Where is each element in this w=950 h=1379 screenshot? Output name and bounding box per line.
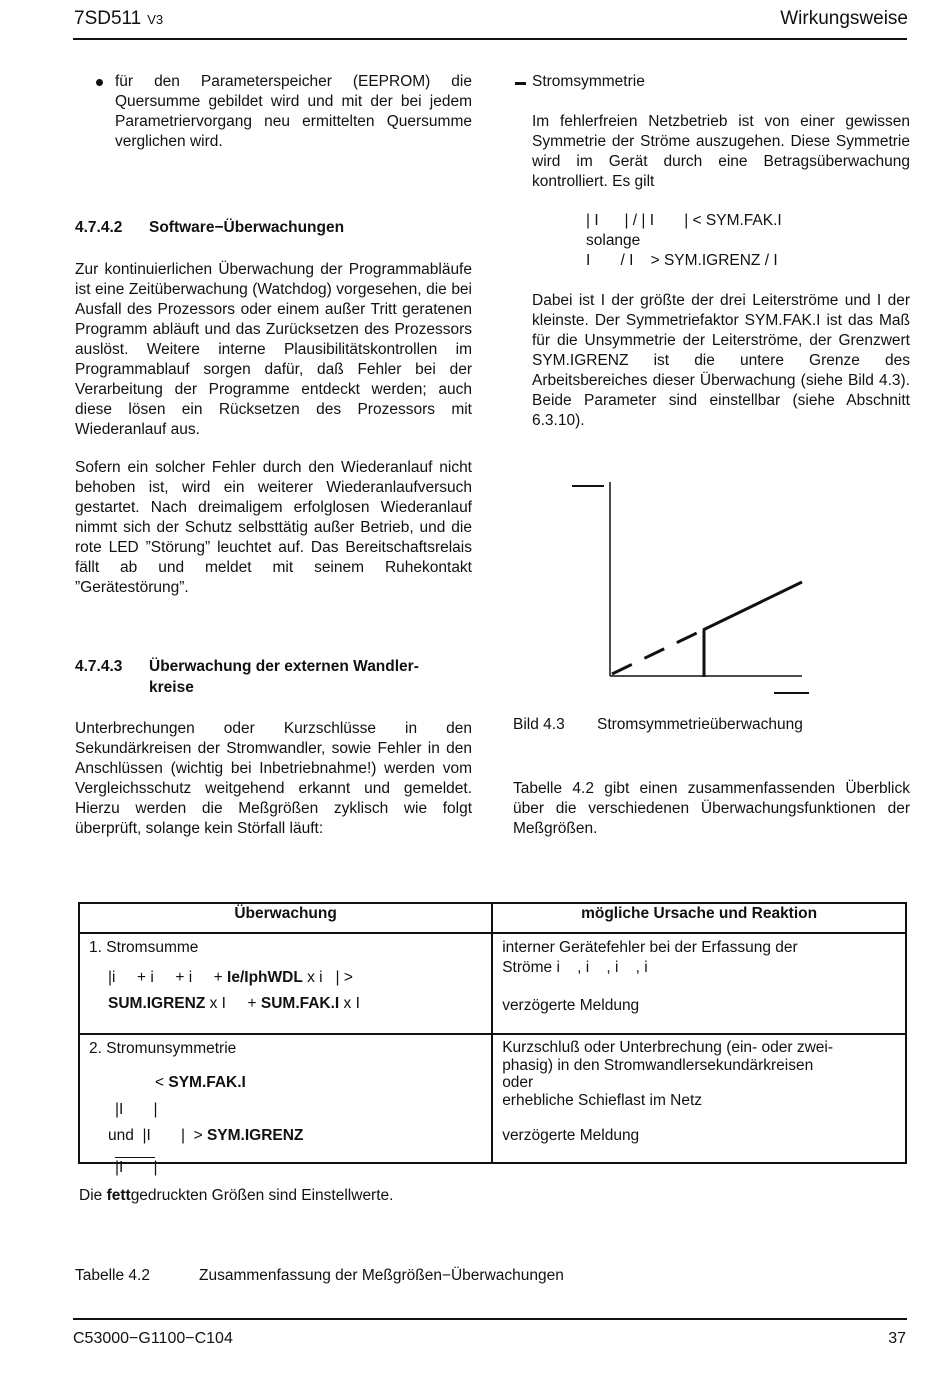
row-title-current-asymmetry: 2. Stromunsymmetrie <box>89 1040 237 1057</box>
table-caption <box>75 1267 564 1285</box>
page-number: 37 <box>888 1330 906 1347</box>
bullet-icon <box>96 79 103 86</box>
solid-characteristic <box>703 582 802 630</box>
note-bold-word: fett <box>106 1187 131 1204</box>
section-title: Wirkungsweise <box>780 8 908 29</box>
document-id <box>74 8 163 30</box>
bullet-text: für den Parameterspeicher (EEPROM) die Quersumme gebildet wird und mit der bei jedem Parametriervorgang neu ermittelten Quersumme verglichen wird. <box>115 73 472 150</box>
formula-text: |i + i + i + <box>108 969 228 986</box>
note-text: gedruckten Größen sind Einstellwerte. <box>130 1187 394 1204</box>
formula-ratio: | I | / | I | < SYM.FAK.I <box>586 212 782 229</box>
formula-condition <box>108 1126 303 1146</box>
heading-title-line1: Überwachung der externen Wandler- <box>149 658 419 675</box>
paragraph-watchdog: Zur kontinuierlichen Überwachung der Programmabläufe ist eine Zeitüberwachung (Watchdog) vorgesehen, die bei Ausfall des Prozessors oder einem außer Tritt geratenen Programm abläuft und das Zurücksetzen des Prozessors auslöst. Weitere interne Plausibilitätskontrollen im Programmablauf sorgen dafür, daß Fehler bei der Verarbeitung der Programme entdeckt werden; auch diese lösen ein Rücksetzen des Prozessors mit Wiederanlauf aus. <box>75 261 472 438</box>
footer-rule <box>73 1318 907 1320</box>
cause-text: erhebliche Schieflast im Netz <box>502 1091 703 1109</box>
formula-fraction-relation <box>155 1073 246 1093</box>
reaction-text: verzögerte Meldung <box>502 997 640 1014</box>
paragraph-transformer-circuits: Unterbrechungen oder Kurzschlüsse in den Sekundärkreisen der Stromwandler, sowie Fehler in den Anschlüssen (wichtig bei Inbetriebnahme!) werden vom Vergleichsschutz weitgehend erkannt und gemeldet. Hierzu werden die Meßgrößen zyklisch wie folgt überprüft, solange kein Störfall läuft: <box>75 720 472 837</box>
bold-note <box>79 1187 393 1205</box>
table-header-row <box>79 903 906 933</box>
formula-param: SUM.IGRENZ <box>108 995 206 1012</box>
formula-param: SYM.FAK.I <box>168 1074 246 1091</box>
reaction-text: verzögerte Meldung <box>502 1127 640 1144</box>
column-header-monitoring: Überwachung <box>79 903 492 933</box>
formula-text: < <box>155 1074 169 1091</box>
figure-caption-text: Stromsymmetrieüberwachung <box>597 716 803 733</box>
figure-label: Bild 4.3 <box>513 716 565 733</box>
paragraph-table-reference: Tabelle 4.2 gibt einen zusammenfassenden Überblick über die verschiedenen Überwachungsfunktionen der Meßgrößen. <box>513 780 910 837</box>
formula-param: SYM.IGRENZ <box>206 1127 304 1144</box>
column-header-cause: mögliche Ursache und Reaktion <box>492 903 906 933</box>
table-row <box>79 1034 906 1163</box>
fraction-numerator: |I | <box>115 1101 158 1118</box>
formula-text: x I + <box>205 995 261 1012</box>
heading-number: 4.7.4.3 <box>75 658 123 675</box>
cause-text: oder <box>502 1074 534 1091</box>
cause-text: Kurzschluß oder Unterbrechung (ein- oder zwei- <box>502 1039 834 1056</box>
paragraph-symmetry: Im fehlerfreien Netzbetrieb ist von einer gewissen Symmetrie der Ströme auszugehen. Diese Symmetrie wird im Gerät durch eine Betragsüberwachung kontrolliert. Es gilt <box>532 113 910 190</box>
formula-text: x i | > <box>302 969 353 986</box>
figure-caption <box>513 716 803 734</box>
cause-text: interner Gerätefehler bei der Erfassung der <box>502 939 798 956</box>
section-heading-4-7-4-2 <box>75 217 475 238</box>
table-caption-text: Zusammenfassung der Meßgrößen−Überwachungen <box>199 1267 564 1284</box>
item-title: Stromsymmetrie <box>532 73 645 90</box>
cause-text: phasig) in den Stromwandlersekundärkreisen <box>502 1056 814 1074</box>
formula-text: x I <box>339 995 360 1012</box>
note-text: Die <box>79 1187 107 1204</box>
paragraph-parameters: Dabei ist I der größte der drei Leiterströme und I der kleinste. Der Symmetriefaktor SYM.FAK.I ist das Maß für die Unsymmetrie der Leiterströme, der Grenzwert SYM.IGRENZ ist die untere Grenze des Arbeitsbereiches dieser Überwachung (siehe Bild 4.3). Beide Parameter sind einstellbar (siehe Abschnitt 6.3.10). <box>532 292 910 429</box>
formula-while: solange <box>586 232 641 249</box>
heading-title: Software−Überwachungen <box>149 219 345 236</box>
formula-limit: I / I > SYM.IGRENZ / I <box>586 252 778 269</box>
fraction-denominator: |I | <box>115 1159 158 1176</box>
row-title-current-sum: 1. Stromsumme <box>89 939 199 956</box>
heading-title-line2: kreise <box>149 679 194 696</box>
table-row <box>79 933 906 1034</box>
paragraph-restart: Sofern ein solcher Fehler durch den Wiederanlauf nicht behoben ist, wird ein weiterer Wiederanlaufversuch gestartet. Nach dreimaligem erfolglosen Wiederanlauf nimmt sich der Schutz selbsttätig außer Betrieb, und die rote LED ”Störung” leuchtet auf. Das Bereitschaftsrelais fällt ab und meldet mit seinem Ruhekontakt ”Gerätestörung”. <box>75 459 472 596</box>
formula-param: SUM.FAK.I <box>260 995 340 1012</box>
symmetry-diagram <box>560 470 820 705</box>
formula-current-sum-b <box>89 994 490 1014</box>
section-heading-4-7-4-3 <box>75 656 475 698</box>
version-text: V3 <box>147 12 164 27</box>
header-rule <box>73 38 907 40</box>
dashed-characteristic <box>612 630 703 674</box>
formula-param: Ie/IphWDL <box>227 969 303 986</box>
order-number: C53000−G1100−C104 <box>73 1330 233 1347</box>
table-caption-label: Tabelle 4.2 <box>75 1267 150 1284</box>
doc-id-text: 7SD511 <box>74 8 142 29</box>
heading-number: 4.7.4.2 <box>75 219 123 236</box>
dash-bullet-icon <box>515 82 526 85</box>
formula-current-sum-a <box>89 968 490 988</box>
monitoring-table <box>78 902 907 1176</box>
formula-text: und |I | > <box>108 1127 207 1144</box>
cause-text: Ströme i , i , i , i <box>502 959 648 976</box>
